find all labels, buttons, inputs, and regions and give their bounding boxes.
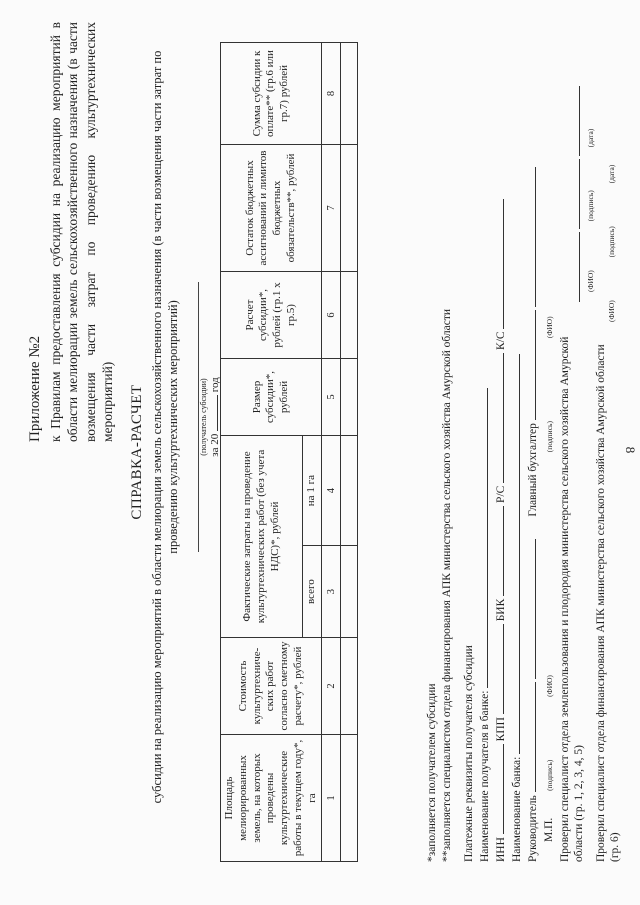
checked-1-captions [583, 32, 597, 292]
data-cell[interactable] [341, 43, 358, 145]
mp-row [542, 32, 556, 862]
calculation-table [220, 42, 358, 862]
data-cell[interactable] [341, 272, 358, 359]
col-number: 8 [322, 43, 341, 145]
ks-label: К/С [495, 331, 507, 350]
kpp-label: КПП [495, 717, 507, 742]
document-subtitle: субсидии на реализацию мероприятий в области мелиорации земель сельскохозяйственного назначения (в части возмещения части затрат по проведению культуртехнических мероприятий) [150, 50, 180, 804]
data-cell[interactable] [341, 359, 358, 436]
period-block [188, 282, 223, 552]
sign-caption: (подпись) [545, 759, 554, 791]
bank-label: Наименование банка: [511, 756, 523, 862]
fio-caption: (ФИО) [586, 270, 595, 292]
accountant-sign-blank [535, 310, 536, 420]
col-number: 3 [322, 546, 341, 638]
appendix-block [26, 22, 116, 442]
checked-1-fio-blank [579, 232, 580, 302]
data-cell[interactable] [341, 735, 358, 862]
col-number: 4 [322, 436, 341, 546]
col-header-per-ha: на 1 га [303, 436, 322, 546]
col-number: 1 [322, 735, 341, 862]
rs-label: Р/С [495, 485, 507, 503]
col-header-total: всего [303, 546, 322, 638]
sign-caption: (подпись) [586, 190, 595, 222]
sign-caption: (подпись) [607, 226, 616, 258]
recipient-label: (получатель субсидии) [199, 378, 208, 456]
accountant-label: Главный бухгалтер [527, 423, 539, 517]
fio-caption: (ФИО) [545, 316, 554, 339]
col-header-calc: Расчет субсидии*, рублей (гр.1 х гр.5) [221, 272, 322, 359]
checked-row-1 [558, 302, 587, 862]
inn-label: ИНН [495, 837, 507, 862]
accountant-fio-blank [535, 167, 536, 307]
checked-2-signatures [604, 42, 618, 322]
year-suffix: год [209, 377, 221, 393]
recipient-line [188, 282, 199, 552]
data-cell[interactable] [341, 145, 358, 272]
payment-name-label: Наименование получателя в банке: [479, 690, 491, 862]
col-header-payable: Сумма субсидии к оплате** (гр.6 или гр.7) рублей [221, 43, 322, 145]
col-header-balance: Остаток бюджетных ассигнований и лимитов бюджетных обязательств**, рублей [221, 145, 322, 272]
footnote-1: *заполняется получателем субсидии [426, 683, 438, 862]
rs-blank [503, 353, 504, 483]
data-cell[interactable] [341, 546, 358, 638]
col-header-actual: Фактические затраты на проведение культуртехнических работ (без учета НДС)*, рублей [221, 436, 303, 638]
col-header-cost: Стоимость культуртехниче-ских работ согласно сметному расчету*, рублей [221, 638, 322, 735]
head-fio-blank [535, 539, 536, 679]
checked-row-2 [594, 342, 623, 862]
kpp-blank [503, 624, 504, 714]
rotated-sheet [20, 22, 620, 882]
bank-row [510, 32, 524, 862]
mp-label: М.П. [543, 817, 555, 842]
appendix-text: к Правилам предоставления субсидии на реализацию мероприятий в области мелиорации земель сельскохозяйственного назначения (в части возмещения части затрат по проведению культуртехнических мероприятий) [48, 22, 115, 442]
inn-blank [503, 744, 504, 834]
footnote-2: **заполняется специалистом отдела финансирования АПК министерства сельского хозяйства Амурской области [441, 308, 453, 862]
checked-1-date-blank [579, 86, 580, 156]
bank-blank [519, 354, 520, 754]
fio-caption: (ФИО) [607, 300, 616, 322]
appendix-header: Приложение №2 [27, 335, 43, 442]
payment-heading: Платежные реквизиты получателя субсидии [463, 645, 475, 862]
col-number: 5 [322, 359, 341, 436]
document-title: СПРАВКА-РАСЧЕТ [129, 384, 145, 520]
payment-name-blank [487, 388, 488, 688]
checked-1-label: Проверил специалист отдела землепользования и плодородия министерства сельского хозяйства Амурской области (гр. 1, 2, 3, 4, 5) [559, 336, 586, 862]
col-header-area: Площадь мелиорированных земель, на которых проведены культуртехнические работы в текущем году*, га [221, 735, 322, 862]
bik-blank [503, 506, 504, 596]
year-prefix: за 20 [209, 433, 221, 457]
checked-1-sign-blank [579, 159, 580, 229]
col-number: 7 [322, 145, 341, 272]
date-caption: (дата) [607, 164, 616, 184]
sign-caption: (подпись) [545, 421, 554, 453]
data-cell[interactable] [341, 638, 358, 735]
head-sign-blank [535, 682, 536, 792]
date-caption: (дата) [586, 128, 595, 148]
fio-caption: (ФИО) [545, 675, 554, 697]
checked-2-label: Проверил специалист отдела финансирования АПК министерства сельского хозяйства Амурской области (гр. 6) [595, 344, 622, 862]
col-header-rate: Размер субсидии*, рублей [221, 359, 322, 436]
data-cell[interactable] [341, 436, 358, 546]
payment-codes-row [494, 32, 508, 862]
payment-name-row [478, 32, 492, 862]
ks-blank [503, 199, 504, 329]
col-number: 2 [322, 638, 341, 735]
page-number: 8 [623, 446, 638, 454]
bik-label: БИК [495, 598, 507, 622]
head-signature-row [526, 32, 540, 862]
head-label: Руководитель [527, 795, 539, 862]
col-number: 6 [322, 272, 341, 359]
year-blank [217, 395, 218, 431]
